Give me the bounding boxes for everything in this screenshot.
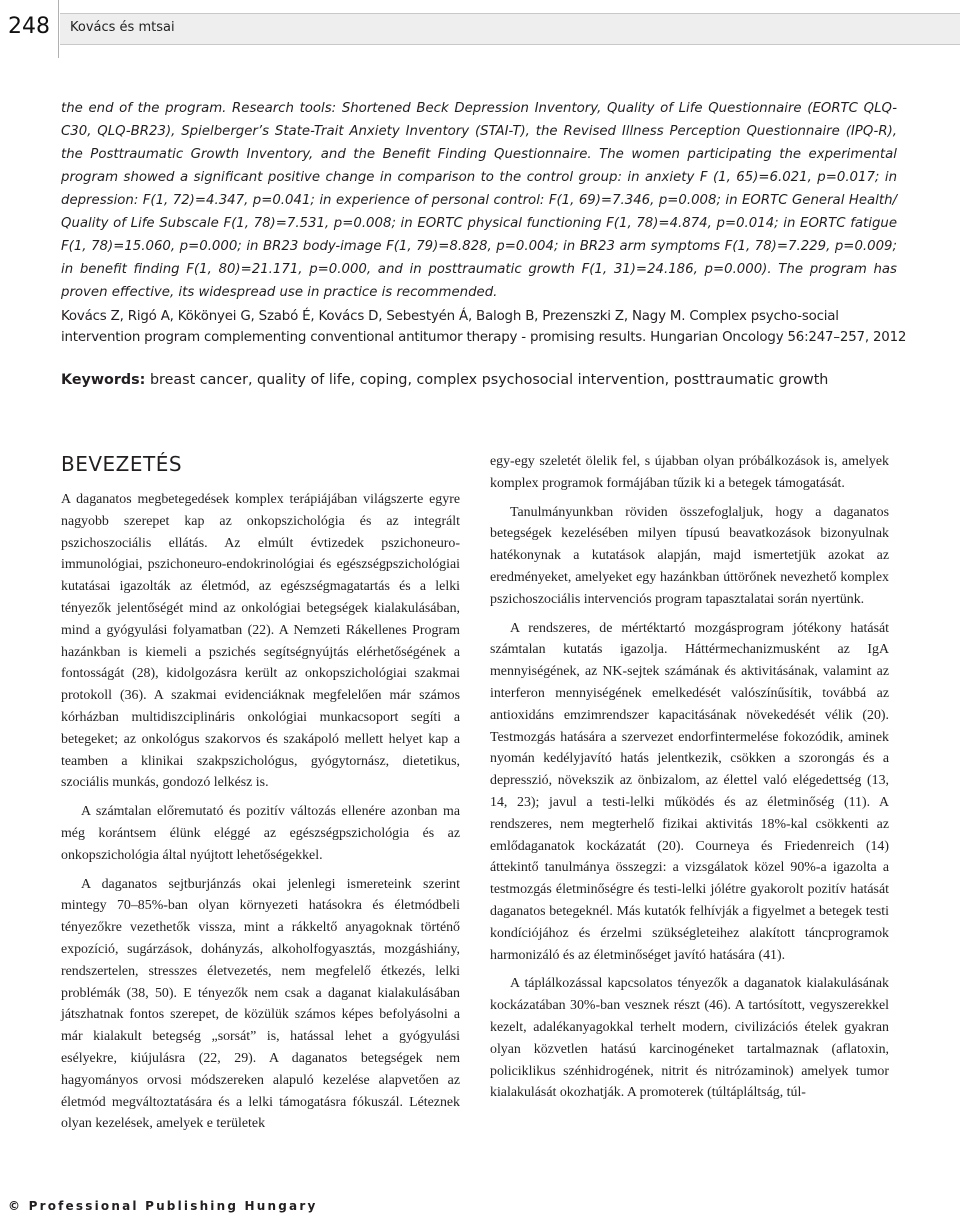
running-head-band: [60, 13, 960, 45]
right-paragraph: A rendszeres, de mértéktartó mozgásprogram jótékony hatását számtalan kutatás igazolja. Háttérmechanizmusként az IgA mennyiségének, az NK-sejtek számának és aktivitásának, valamint az interferon mennyiségének emelkedését valószínűsítik, továbbá az antioxidáns emzimrendszer kapacitásának növekedését vélik (20). Testmozgás hatására a szervezet endorfintermelése fokozódik, aminek nyomán kedélyjavító hatás jelentkezik, csökken a szorongás és a depresszió, növekszik az önbizalom, az élettel való elégedettség (13, 14, 23); javul a testi-lelki működés és az életminőség (11). A rendszeres, nem megterhelő fizikai aktivitás 18%-kal csökkenti az emlődaganatok kockázatát (20). Courneya és Friedenreich (14) áttekintő tanulmánya összegzi: a vizsgálatok közel 90%-a igazolta a testmozgás életminőségre és testi-lelki jólétre gyakorolt pozitív hatását daganatos betegeknél. Más kutatók felhívják a figyelmet a betegek testi kondíciójához és érzelmi szükségleteihez alakított táncprogramok harmonizáló és az életminőséget javító hatására (41).: [490, 620, 889, 963]
body-column-right: [490, 451, 889, 1111]
running-head-authors: Kovács és mtsai: [70, 20, 175, 35]
section-heading: BEVEZETÉS: [61, 452, 183, 476]
header-vertical-rule: [58, 0, 60, 58]
keywords-text: breast cancer, quality of life, coping, complex psychosocial intervention, posttraumatic growth: [149, 372, 829, 388]
running-header: [0, 0, 960, 58]
english-abstract: the end of the program. Research tools: Shortened Beck Depression Inventory, Quality of Life Questionnaire (EORTC QLQ-C30, QLQ-BR23), Spielberger’s State-Trait Anxiety Inventory (STAI-T), the Revised Illness Perception Questionnaire (IPQ-R), the Posttraumatic Growth Inventory, and the Benefit Finding Questionnaire. The women participating the experimental program showed a significant positive change in comparison to the control group: in anxiety F (1, 65)=6.021, p=0.017; in depression: F(1, 72)=4.347, p=0.041; in experience of personal control: F(1, 69)=7.346, p=0.008; in EORTC General Health/ Quality of Life Subscale F(1, 78)=7.531, p=0.008; in EORTC physical functioning F(1, 78)=4.874, p=0.014; in EORTC fatigue F(1, 78)=15.060, p=0.000; in BR23 body-image F(1, 79)=8.828, p=0.004; in BR23 arm symptoms F(1, 78)=7.229, p=0.009; in benefit finding F(1, 80)=21.171, p=0.000, and in posttraumatic growth F(1, 31)=24.186, p=0.000). The program has proven effective, its widespread use in practice is recommended.: [61, 101, 897, 300]
right-paragraph: egy-egy szeletét ölelik fel, s újabban olyan próbálkozások is, amelyek komplex programok formájában tűzik ki a betegek támogatását.: [490, 454, 889, 491]
keywords-line: [61, 368, 911, 392]
right-paragraph: A táplálkozással kapcsolatos tényezők a daganatok kialakulásának kockázatában 30%-ban vesznek részt (46). A tartósított, vegyszerekkel kezelt, adalékanyagokkal terhelt modern, civilizációs ételek gyakran olyan közvetlen hatású karcinogéneket tartalmaznak (aflatoxin, policiklikus szénhidrogének, nitrit és nitrózaminok) amelyek tumor kialakulását okozhatják. A promoterek (túltápláltság, túl-: [490, 976, 889, 1101]
article-citation: Kovács Z, Rigó A, Kökönyei G, Szabó É, Kovács D, Sebestyén Á, Balogh B, Prezenszki Z, Nagy M. Complex psycho-social intervention program complementing conventional antitumor therapy - promising results. Hungarian Oncology 56:247–257, 2012: [61, 309, 907, 345]
page-number: 248: [8, 14, 50, 39]
right-paragraph: Tanulmányunkban röviden összefoglaljuk, hogy a daganatos betegségek kezelésében milyen típusú beavatkozások bizonyulnak hatékonynak a kutatások alapján, majd ismertetjük azokat az eredményeket, amelyeket egy hazánkban úttörőnek nevezhető komplex pszichoszociális intervenciós program tapasztalatai során nyertünk.: [490, 504, 889, 607]
left-paragraph: A daganatos megbetegedések komplex terápiájában világszerte egyre nagyobb szerepet kap az onkopszichológia és az integrált pszichoszociális ellátás. Az elmúlt évtizedek pszichoneuro-immunológiai, pszichoneuro-endokrinológiai és egészségpszichológiai kutatásai igazolták az életmód, az egészségmagatartás és a lelki tényezők jelentőségét mind az onkológiai betegségek kialakulásában, mind a gyógyulási folyamatban (22). A Nemzeti Rákellenes Program hazánkban is kiemeli a pszichés segítségnyújtás elérhetőségének a fontosságát (28), kidolgozásra került az onkopszichológiai szakmai protokoll (36). A szakmai evidenciáknak megfelelően már számos kórházban multidiszciplináris onkológiai munkacsoport segíti a betegeket; az onkológus szakorvos és szakápoló mellett helyet kap a teamben a klinikai szakpszichológus, gyógytornász, dietetikus, szociális munkás, gondozó lelkész is.: [61, 492, 460, 791]
publisher-footer: © Professional Publishing Hungary: [8, 1199, 318, 1213]
keywords-label: Keywords:: [61, 372, 146, 388]
left-paragraph: A számtalan előremutató és pozitív változás ellenére azonban ma még korántsem élünk eléggé az egészségpszichológia és az onkopszichológia által nyújtott lehetőségekkel.: [61, 804, 460, 863]
left-paragraph: A daganatos sejtburjánzás okai jelenlegi ismereteink szerint mintegy 70–85%-ban olyan környezeti hatásokra és életmódbeli tényezőkre vezethetők vissza, mint a rákkeltő anyagoknak történő expozíció, sugárzások, dohányzás, alkoholfogyasztás, mozgáshiány, rendszertelen, stresszes életvezetés, nem megfelelő étkezés, lelki problémák (38, 50). E tényezők nem csak a daganat kialakulásában játszhatnak fontos szerepet, de közülük számos képes befolyásolni a már kialakult betegség „sorsát” is, hatással lehet a gyógyulási esélyekre, kiújulásra (22, 29). A daganatos betegségek nem hagyományos orvosi módszereken alapuló kezelése alapvetően az életmód megváltoztatására és a lelki támogatásra fókuszál. Léteznek olyan kezelések, amelyek e területek: [61, 876, 460, 1132]
body-column-left: [61, 489, 460, 1142]
